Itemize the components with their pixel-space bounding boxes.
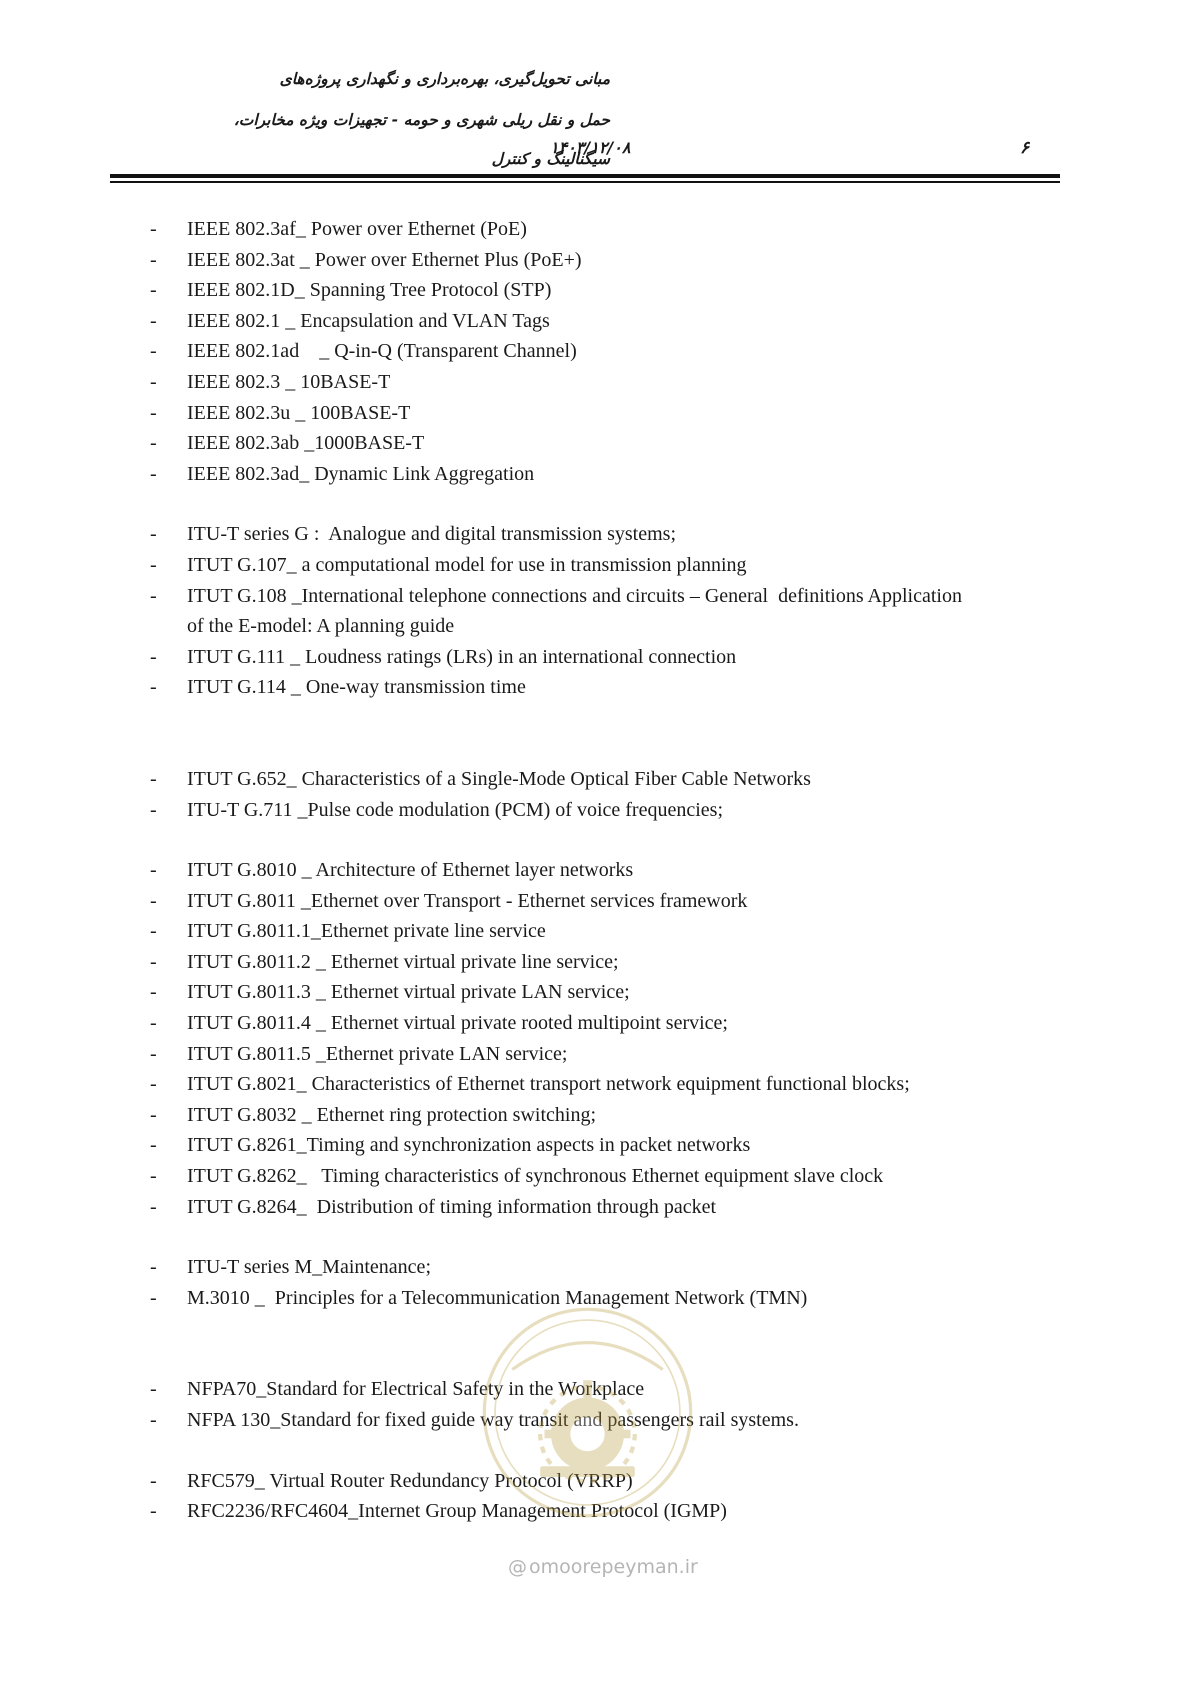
list-item-text: IEEE 802.3 _ 10BASE-T [187, 370, 391, 393]
bullet-dash: - [150, 401, 157, 424]
list-item [150, 916, 1070, 947]
header-title-line-2: حمل و نقل ریلی شهری و حومه - تجهیزات ویژه مخابرات، [233, 111, 610, 129]
list-item-text: IEEE 802.3ad_ Dynamic Link Aggregation [187, 462, 535, 485]
header-rule-thick [110, 174, 1060, 178]
list-item [150, 336, 1070, 367]
bullet-dash: - [150, 1103, 157, 1126]
list-item [150, 1008, 1070, 1039]
list-item [150, 855, 1070, 886]
list-item-text: M.3010 _ Principles for a Telecommunication Management Network (TMN) [187, 1286, 808, 1309]
list-item [150, 459, 1070, 490]
list-item [150, 1100, 1070, 1131]
list-item-text: ITU-T G.711 _Pulse code modulation (PCM) of voice frequencies; [187, 798, 723, 821]
bullet-dash: - [150, 645, 157, 668]
bullet-dash: - [150, 981, 157, 1004]
list-item-text: NFPA 130_Standard for fixed guide way transit and passengers rail systems. [187, 1409, 799, 1431]
page-number: ۶ [1020, 138, 1030, 158]
list-item-text: IEEE 802.3ab _1000BASE-T [187, 432, 425, 455]
bullet-dash: - [150, 1042, 157, 1065]
list-item [150, 764, 1070, 795]
list-item [150, 550, 1070, 581]
header-rule-thin [110, 181, 1060, 183]
list-item [150, 1069, 1070, 1100]
list-item [150, 367, 1070, 398]
bullet-dash: - [150, 340, 157, 363]
list-item-text: IEEE 802.1ad _ Q-in-Q (Transparent Channel) [187, 340, 577, 363]
list-item-text: ITUT G.8011.3 _ Ethernet virtual private LAN service; [187, 981, 630, 1004]
bullet-dash: - [150, 1012, 157, 1035]
bullet-dash: - [150, 1409, 157, 1431]
bullet-dash: - [150, 1073, 157, 1096]
list-item [150, 245, 1070, 276]
page-header [110, 60, 1060, 178]
list-item-continuation: of the E-model: A planning guide [187, 615, 455, 638]
list-item [150, 795, 1070, 826]
bullet-dash: - [150, 1500, 157, 1523]
bullet-dash: - [150, 889, 157, 912]
list-item [150, 428, 1070, 459]
group-spacer [150, 1222, 1070, 1252]
bullet-dash: - [150, 279, 157, 302]
header-title-line-1: مبانی تحویل‌گیری، بهره‌برداری و نگهداری پروژه‌های [279, 70, 610, 88]
list-item-text: ITUT G.8032 _ Ethernet ring protection switching; [187, 1103, 596, 1126]
list-item-text: ITUT G.107_ a computational model for use in transmission planning [187, 553, 747, 576]
list-item [150, 672, 1070, 703]
list-item [150, 581, 1070, 642]
list-item-text: IEEE 802.3u _ 100BASE-T [187, 401, 411, 424]
list-item [150, 886, 1070, 917]
bullet-dash: - [150, 553, 157, 576]
bullet-dash: - [150, 920, 157, 943]
list-item-text: NFPA70_Standard for Electrical Safety in the Workplace [187, 1378, 645, 1401]
list-item-text: RFC579_ Virtual Router Redundancy Protocol (VRRP) [187, 1469, 633, 1492]
list-item-text: ITUT G.8021_ Characteristics of Ethernet transport network equipment functional blocks; [187, 1073, 910, 1096]
header-date: ۱۴۰۳/۱۲/۰۸ [550, 138, 631, 157]
list-item-text: IEEE 802.3af_ Power over Ethernet (PoE) [187, 218, 527, 240]
list-item-text: ITUT G.111 _ Loudness ratings (LRs) in an international connection [187, 645, 737, 668]
bullet-dash: - [150, 1195, 157, 1218]
bullet-dash: - [150, 859, 157, 882]
group-spacer [150, 489, 1070, 519]
seal-watermark-icon [480, 1305, 695, 1520]
list-item [150, 214, 1070, 245]
bullet-dash: - [150, 462, 157, 485]
bullet-dash: - [150, 218, 157, 240]
bullet-dash: - [150, 950, 157, 973]
group-spacer [150, 825, 1070, 855]
list-item-text: IEEE 802.3at _ Power over Ethernet Plus (PoE+) [187, 248, 582, 271]
website-watermark [508, 1556, 698, 1578]
bullet-dash: - [150, 1469, 157, 1492]
list-item-text: ITUT G.114 _ One-way transmission time [187, 676, 526, 699]
bullet-dash: - [150, 1165, 157, 1188]
list-item [150, 642, 1070, 673]
list-item-text: ITUT G.8262_ Timing characteristics of synchronous Ethernet equipment slave clock [187, 1165, 884, 1188]
bullet-dash: - [150, 370, 157, 393]
bullet-dash: - [150, 1134, 157, 1157]
list-item-text: ITU-T series G : Analogue and digital transmission systems; [187, 523, 677, 546]
bullet-dash: - [150, 248, 157, 271]
group-spacer [150, 703, 1070, 764]
bullet-dash: - [150, 676, 157, 699]
list-item-text: RFC2236/RFC4604_Internet Group Management Protocol (IGMP) [187, 1500, 727, 1523]
list-item [150, 398, 1070, 429]
list-item [150, 1161, 1070, 1192]
list-item [150, 1130, 1070, 1161]
list-item [150, 1192, 1070, 1223]
bullet-dash: - [150, 309, 157, 332]
list-item [150, 306, 1070, 337]
header-title-line-3: سیگنالینگ و کنترل [491, 150, 610, 168]
list-item-text: ITUT G.8011.2 _ Ethernet virtual private line service; [187, 950, 619, 973]
bullet-dash: - [150, 767, 157, 790]
bullet-dash: - [150, 798, 157, 821]
list-item [150, 519, 1070, 550]
list-item-text: ITUT G.8010 _ Architecture of Ethernet layer networks [187, 859, 634, 882]
list-item-text: ITUT G.8011.5 _Ethernet private LAN service; [187, 1042, 568, 1065]
list-item-text: ITUT G.8011.4 _ Ethernet virtual private rooted multipoint service; [187, 1012, 728, 1035]
list-item-text: ITUT G.108 _International telephone connections and circuits – General definitions Application [187, 584, 962, 607]
list-item [150, 977, 1070, 1008]
list-item-text: IEEE 802.1 _ Encapsulation and VLAN Tags [187, 309, 550, 332]
list-item [150, 1039, 1070, 1070]
list-item-text: ITUT G.652_ Characteristics of a Single-Mode Optical Fiber Cable Networks [187, 767, 811, 790]
list-item-text: IEEE 802.1D_ Spanning Tree Protocol (STP) [187, 279, 552, 302]
bullet-dash: - [150, 432, 157, 455]
list-item-text: ITU-T series M_Maintenance; [187, 1256, 431, 1279]
watermark-text: omoorepeyman.ir [529, 1556, 698, 1578]
bullet-dash: - [150, 1256, 157, 1279]
list-item-text: ITUT G.8011 _Ethernet over Transport - Ethernet services framework [187, 889, 748, 912]
bullet-dash: - [150, 1378, 157, 1401]
list-item-text: ITUT G.8264_ Distribution of timing information through packet [187, 1195, 717, 1218]
bullet-dash: - [150, 523, 157, 546]
at-icon: @ [508, 1556, 527, 1578]
list-item-text: ITUT G.8011.1_Ethernet private line service [187, 920, 546, 943]
list-item [150, 1252, 1070, 1283]
bullet-dash: - [150, 1286, 157, 1309]
list-item [150, 947, 1070, 978]
list-item-text: ITUT G.8261_Timing and synchronization aspects in packet networks [187, 1134, 751, 1157]
bullet-dash: - [150, 584, 157, 607]
list-item [150, 275, 1070, 306]
